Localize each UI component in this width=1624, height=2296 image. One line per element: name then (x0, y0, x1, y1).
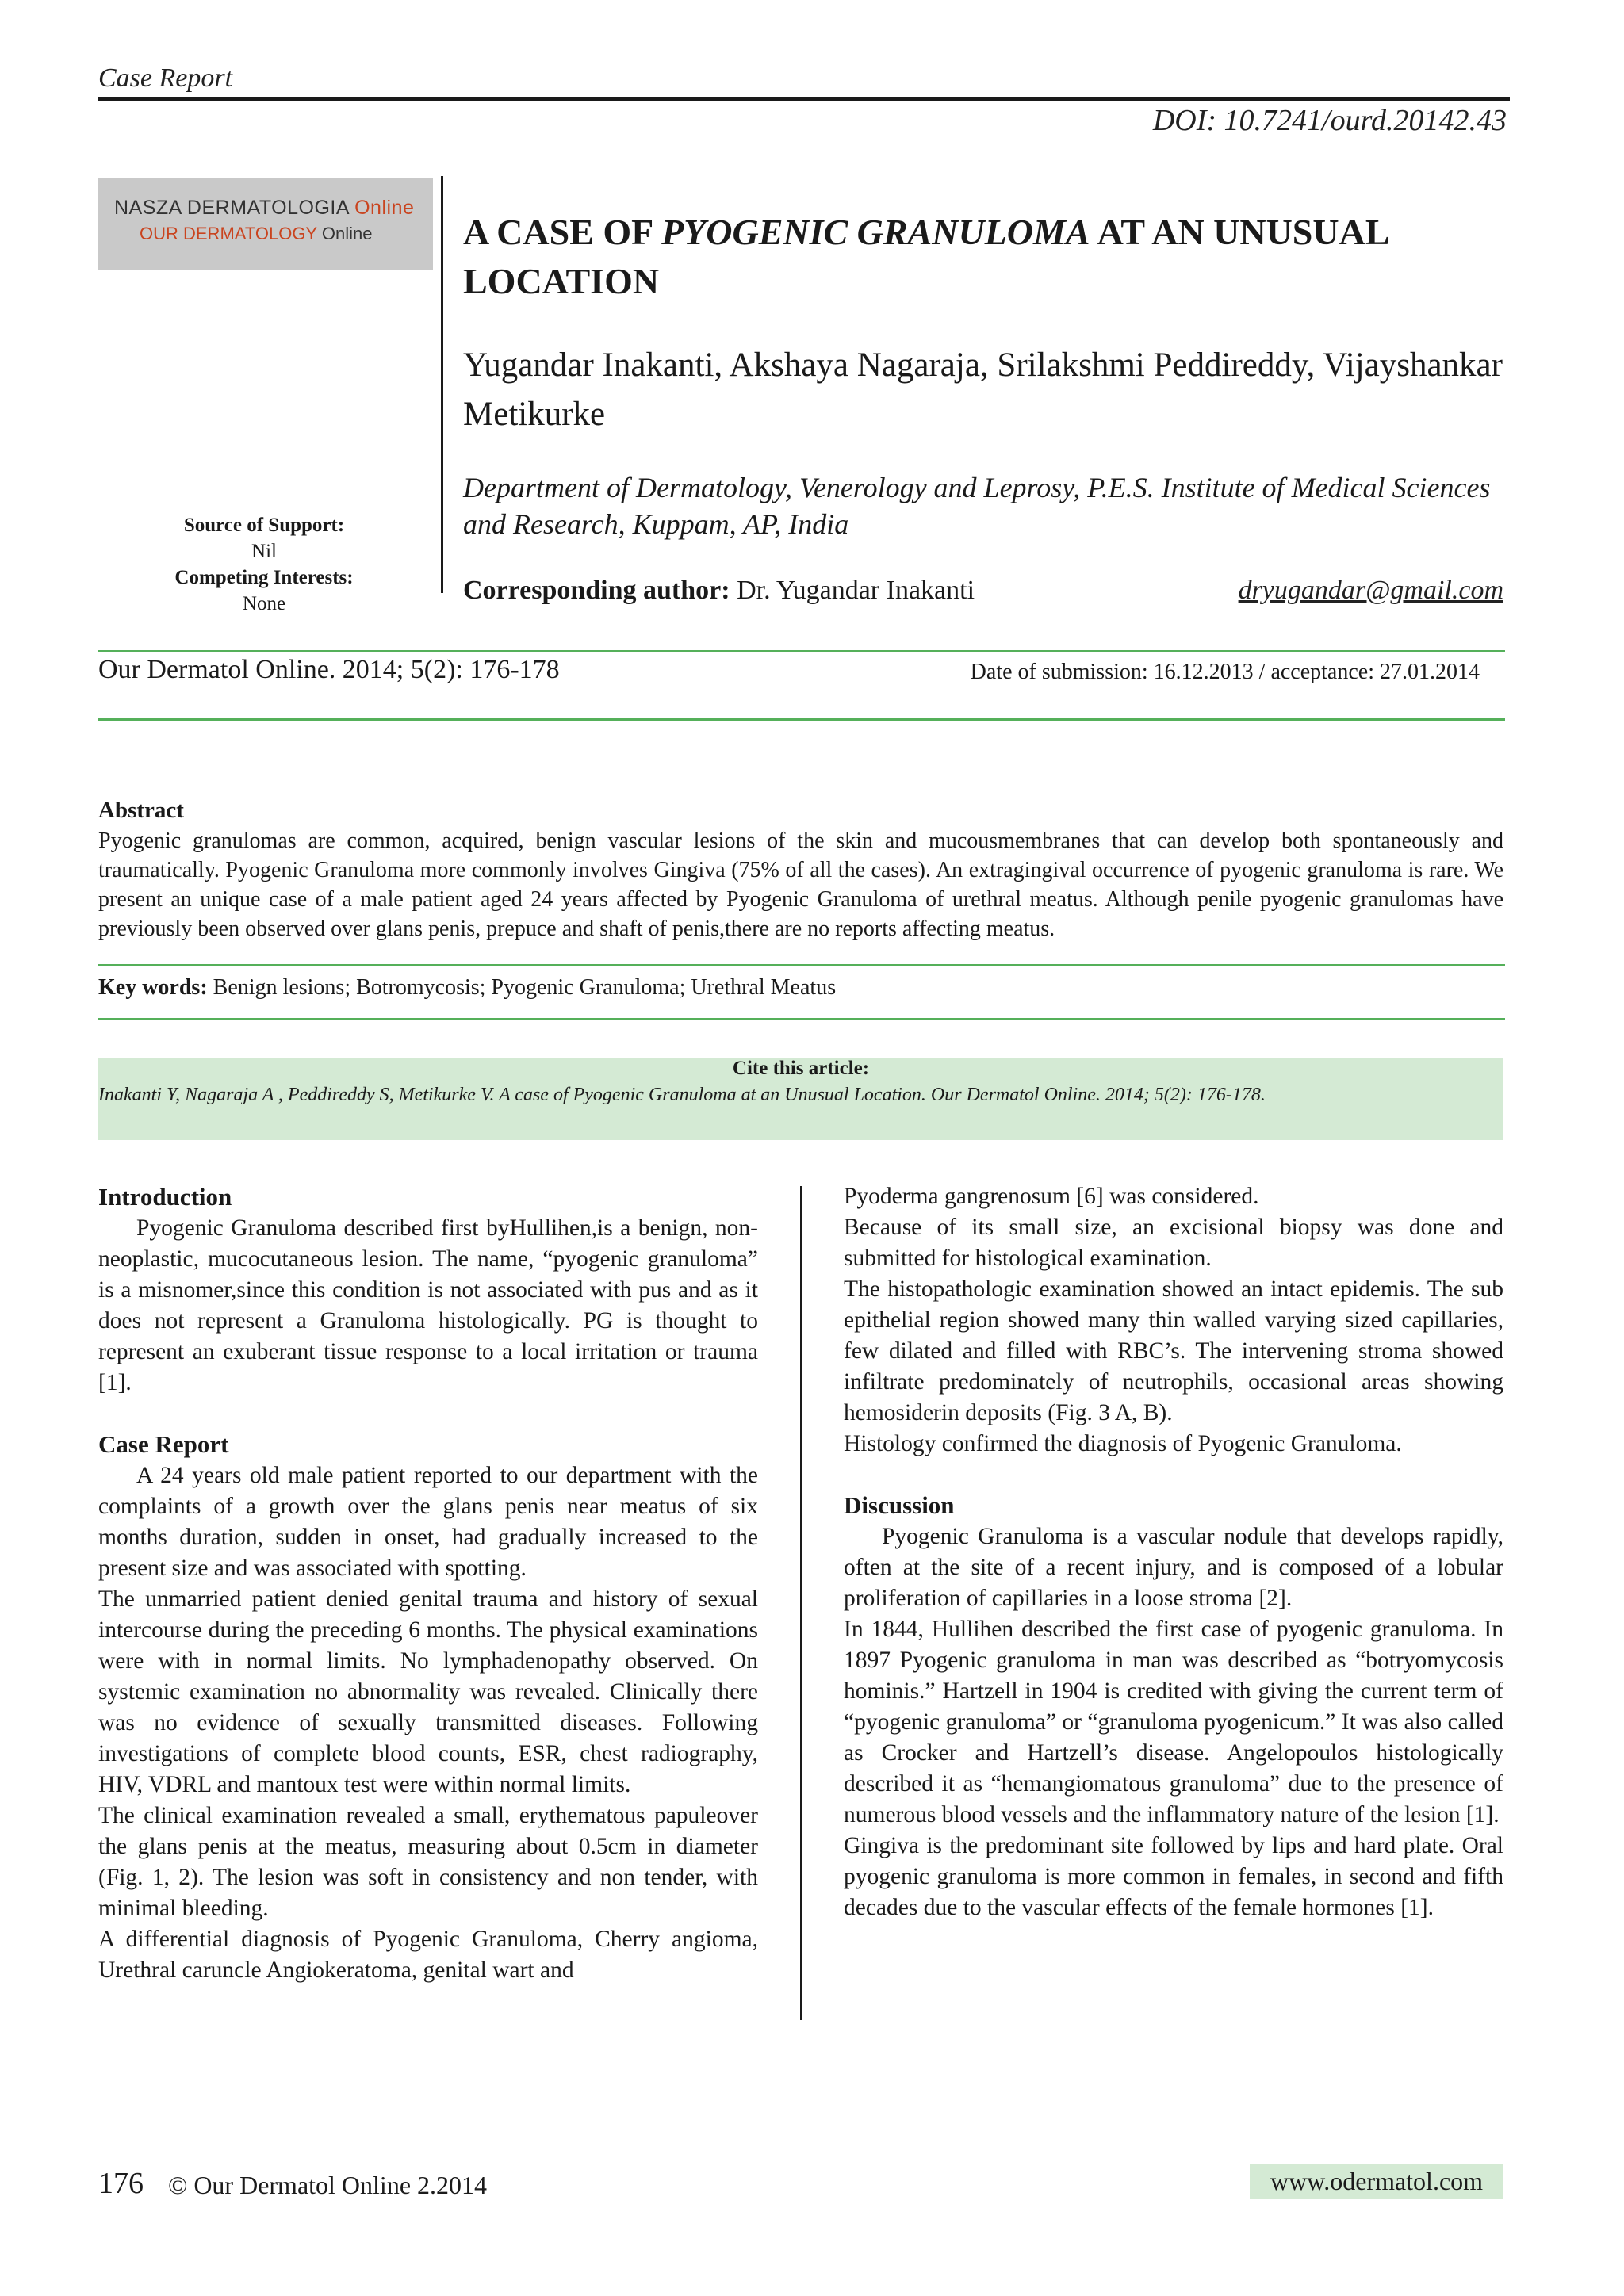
doi: DOI: 10.7241/ourd.20142.43 (1152, 104, 1507, 137)
article-title: A CASE OF PYOGENIC GRANULOMA AT AN UNUSUAL LOCATION (463, 212, 1388, 301)
green-rule-abstract (98, 964, 1505, 966)
copyright: © Our Dermatol Online 2.2014 (168, 2171, 488, 2199)
green-rule-keywords (98, 1018, 1505, 1020)
discussion-paragraph-1: Pyogenic Granuloma is a vascular nodule that develops rapidly, often at the site of a recent injury, and is composed of a lobular proliferation of capillaries in a loose stroma [2]. (844, 1524, 1503, 1611)
column-divider (800, 1186, 802, 2020)
case-paragraph-1: A 24 years old male patient reported to our department with the complaints of a growth over the glans penis near meatus of six months duration, sudden in onset, had gradually increased to the present size and was associated with spotting. (98, 1463, 758, 1581)
right-paragraph-2: Because of its small size, an excisional biopsy was done and submitted for histological examination. (844, 1215, 1503, 1271)
green-rule-bottom (98, 718, 1505, 721)
affiliation: Department of Dermatology, Venerology and Leprosy, P.E.S. Institute of Medical Sciences and Research, Kuppam, AP, India (463, 472, 1491, 540)
corresponding-author: Corresponding author: Dr. Yugandar Inakanti (463, 576, 975, 605)
article-type-label: Case Report (98, 63, 233, 93)
cite-box-text: Inakanti Y, Nagaraja A , Peddireddy S, Metikurke V. A case of Pyogenic Granuloma at an Unusual Location. Our Dermatol Online. 2014; 5(2): 176-178. (98, 1085, 1266, 1105)
submission-dates: Date of submission: 16.12.2013 / acceptance: 27.01.2014 (970, 660, 1480, 684)
header-rule (98, 97, 1510, 101)
abstract-text: Pyogenic granulomas are common, acquired, benign vascular lesions of the skin and mucousmembranes that can develop both spontaneously and traumatically. Pyogenic Granuloma more commonly involves Gingiva (75% of all the cases). An extragingival occurrence of pyogenic granuloma is rare. We present an unique case of a male patient aged 24 years affected by Pyogenic Granuloma of urethral meatus. Although penile pyogenic granulomas have previously been observed over glans penis, prepuce and shaft of penis,there are no reports affecting meatus. (98, 828, 1503, 941)
author-email-link[interactable]: dryugandar@gmail.com (1238, 576, 1503, 605)
abstract-title: Abstract (98, 798, 184, 823)
support-info: Source of Support: Nil Competing Interests: None (174, 515, 354, 614)
logo-line-1: NASZA DERMATOLOGIA Online (114, 197, 415, 219)
cite-this-article-box (98, 1058, 1503, 1140)
authors: Yugandar Inakanti, Akshaya Nagaraja, Srilakshmi Peddireddy, Vijayshankar Metikurke (463, 346, 1503, 433)
header-divider (441, 176, 443, 593)
discussion-paragraph-3: Gingiva is the predominant site followed by lips and hard plate. Oral pyogenic granuloma is more common in females, in second and fifth decades due to the vascular effects of the female hormones [1]. (844, 1833, 1503, 1920)
right-paragraph-1: Pyoderma gangrenosum [6] was considered. (844, 1184, 1259, 1209)
left-column (98, 1181, 758, 1986)
journal-logo (98, 178, 433, 270)
website-link[interactable]: www.odermatol.com (1250, 2164, 1503, 2199)
cite-box-title: Cite this article: (732, 1058, 870, 1079)
introduction-paragraph: Pyogenic Granuloma described first byHullihen,is a benign, non-neoplastic, mucocutaneous lesion. The name, “pyogenic granuloma” is a misnomer,since this condition is not associated with pus and as it does not represent a Granuloma histologically. PG is thought to represent an exuberant tissue response to a local irritation or trauma [1]. (98, 1215, 758, 1395)
case-paragraph-3: The clinical examination revealed a small, erythematous papuleover the glans penis at the meatus, measuring about 0.5cm in diameter (Fig. 1, 2). The lesion was soft in consistency and non tender, with minimal bleeding. (98, 1803, 758, 1921)
case-paragraph-2: The unmarried patient denied genital trauma and history of sexual intercourse during the preceding 6 months. The physical examinations were with in normal limits. No lymphadenopathy observed. On systemic examination no abnormality was revealed. Clinically there was no evidence of sexually transmitted diseases. Following investigations of complete blood counts, ESR, chest radiography, HIV, VDRL and mantoux test were within normal limits. (98, 1586, 758, 1797)
green-rule-top (98, 650, 1505, 652)
page-number: 176 (98, 2167, 144, 2200)
right-paragraph-4: Histology confirmed the diagnosis of Pyogenic Granuloma. (844, 1431, 1402, 1456)
introduction-heading: Introduction (98, 1183, 232, 1211)
right-column (844, 1181, 1503, 1923)
discussion-heading: Discussion (844, 1491, 955, 1519)
case-paragraph-4: A differential diagnosis of Pyogenic Granuloma, Cherry angioma, Urethral caruncle Angiokeratoma, genital wart and (98, 1927, 758, 1983)
keywords: Key words: Benign lesions; Botromycosis; Pyogenic Granuloma; Urethral Meatus (98, 975, 837, 1000)
right-paragraph-3: The histopathologic examination showed an intact epidemis. The sub epithelial region showed many thin walled varying sized capillaries, few dilated and filled with RBC’s. The intervening stroma showed infiltrate predominately of neutrophils, occasional areas showing hemosiderin deposits (Fig. 3 A, B). (844, 1276, 1503, 1425)
discussion-paragraph-2: In 1844, Hullihen described the first case of pyogenic granuloma. In 1897 Pyogenic granuloma in man was described as “botryomycosis hominis.” Hartzell in 1904 is credited with giving the current term of “pyogenic granuloma” or “granuloma pyogenicum.” It was also called as Crocker and Hartzell’s disease. Angelopoulos histologically described it as “hemangiomatous granuloma” due to the presence of numerous blood vessels and the inflammatory nature of the lesion [1]. (844, 1617, 1503, 1827)
logo-line-2: OUR DERMATOLOGY Online (140, 224, 373, 243)
case-report-heading: Case Report (98, 1430, 229, 1458)
journal-citation: Our Dermatol Online. 2014; 5(2): 176-178 (98, 655, 560, 684)
